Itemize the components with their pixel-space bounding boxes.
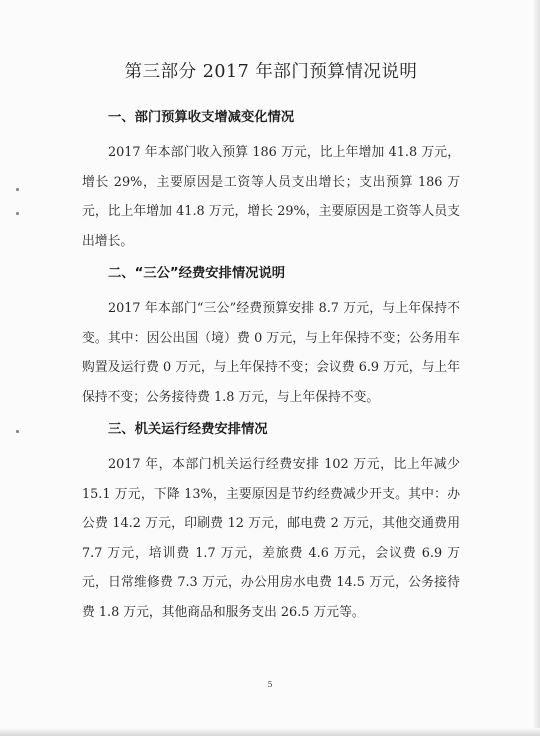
document-title: 第三部分 2017 年部门预算情况说明 <box>124 62 418 82</box>
scan-mark <box>16 188 19 191</box>
page-number: 5 <box>267 680 273 689</box>
scan-mark <box>16 212 19 215</box>
document-body <box>82 60 460 633</box>
section-text-operating-expenses: 2017 年，本部门机关运行经费安排 102 万元，比上年减少 15.1 万元，下降 13%，主要原因是节约经费减少开支。其中：办公费 14.2 万元，印刷费 12 万元，邮电费 2 万元，其他交通费用 7.7 万元，培训费 1.7 万元，差旅费 4.6 万元，会议费 6.9 万元，日常维修费 7.3 万元，办公用房水电费 14.5 万元，公务接待费 1.8 万元，其他商品和服务支出 26.5 万元等。 <box>82 457 460 620</box>
page-bottom-shadow <box>0 728 540 736</box>
section-text-budget-changes: 2017 年本部门收入预算 186 万元，比上年增加 41.8 万元，增长 29%，主要原因是工资等人员支出增长；支出预算 186 万元，比上年增加 41.8 万元，增长 29%，主要原因是工资等人员支出增长。 <box>82 145 460 249</box>
section-heading-operating-expenses: 三、机关运行经费安排情况 <box>108 422 268 437</box>
scan-mark <box>16 430 19 433</box>
section-heading-three-public-expenses: 二、“三公”经费安排情况说明 <box>108 266 286 281</box>
section-heading-budget-changes: 一、部门预算收支增减变化情况 <box>108 110 295 125</box>
page-edge-shadow <box>534 0 540 736</box>
section-text-three-public-expenses: 2017 年本部门“三公”经费预算安排 8.7 万元，与上年保持不变。其中：因公出国（境）费 0 万元，与上年保持不变；公务用车购置及运行费 0 万元，与上年保持不变；会议费 6.9 万元，与上年保持不变；公务接待费 1.8 万元，与上年保持不变。 <box>82 301 460 405</box>
